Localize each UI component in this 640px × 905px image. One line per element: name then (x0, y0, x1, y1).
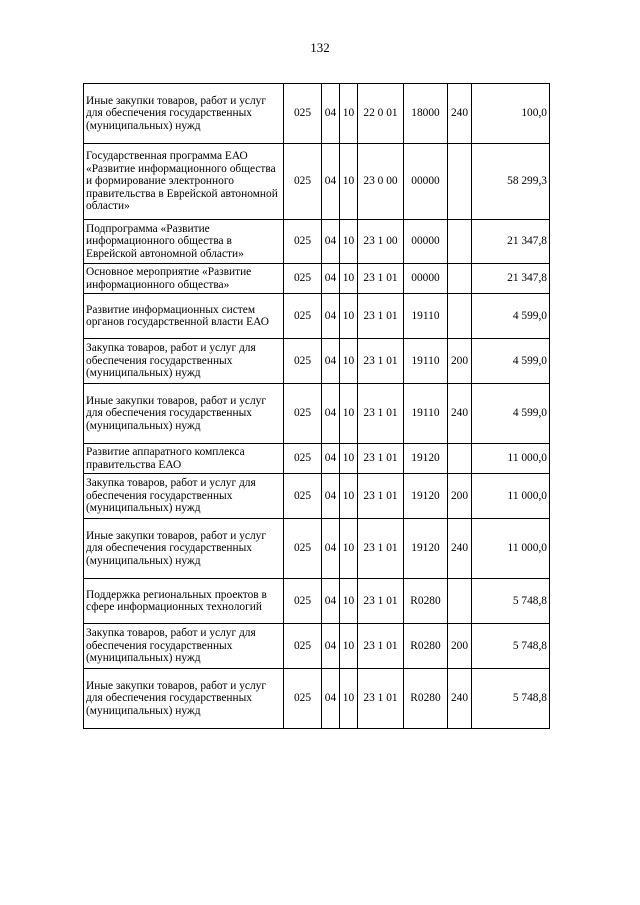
row-name: Иные закупки товаров, работ и услуг для обеспечения государственных (муниципальных) нужд (84, 519, 284, 579)
row-name: Закупка товаров, работ и услуг для обеспечения государственных (муниципальных) нужд (84, 474, 284, 519)
row-vr: 200 (448, 339, 472, 384)
row-name: Иные закупки товаров, работ и услуг для обеспечения государственных (муниципальных) нужд (84, 669, 284, 729)
row-ved: 025 (284, 294, 322, 339)
row-sum: 4 599,0 (472, 339, 550, 384)
row-pr: 10 (340, 84, 358, 144)
row-vr (448, 444, 472, 474)
row-name: Иные закупки товаров, работ и услуг для обеспечения государственных (муниципальных) нужд (84, 84, 284, 144)
row-pr: 10 (340, 339, 358, 384)
row-ved: 025 (284, 519, 322, 579)
row-vr: 240 (448, 384, 472, 444)
row-code: R0280 (404, 669, 448, 729)
row-rz: 04 (322, 339, 340, 384)
row-sum: 11 000,0 (472, 474, 550, 519)
row-pr: 10 (340, 384, 358, 444)
table-row (84, 669, 550, 729)
row-ved: 025 (284, 220, 322, 264)
row-csr: 23 1 01 (358, 669, 404, 729)
table-row (84, 264, 550, 294)
row-pr: 10 (340, 220, 358, 264)
row-name: Государственная программа ЕАО «Развитие информационного общества и формирование электронного правительства в Еврейской автономной области» (84, 144, 284, 220)
row-csr: 23 1 01 (358, 339, 404, 384)
row-code: 18000 (404, 84, 448, 144)
row-sum: 5 748,8 (472, 669, 550, 729)
row-pr: 10 (340, 624, 358, 669)
table-row (84, 384, 550, 444)
row-pr: 10 (340, 669, 358, 729)
row-vr: 200 (448, 474, 472, 519)
row-sum: 5 748,8 (472, 579, 550, 624)
row-code: 00000 (404, 144, 448, 220)
row-vr: 240 (448, 519, 472, 579)
table-row (84, 624, 550, 669)
row-code: 19120 (404, 444, 448, 474)
row-vr: 240 (448, 669, 472, 729)
row-code: 00000 (404, 264, 448, 294)
table-row (84, 474, 550, 519)
row-csr: 23 1 01 (358, 384, 404, 444)
row-name: Закупка товаров, работ и услуг для обеспечения государственных (муниципальных) нужд (84, 624, 284, 669)
row-rz: 04 (322, 84, 340, 144)
row-rz: 04 (322, 669, 340, 729)
row-rz: 04 (322, 579, 340, 624)
row-name: Иные закупки товаров, работ и услуг для обеспечения государственных (муниципальных) нужд (84, 384, 284, 444)
row-vr: 240 (448, 84, 472, 144)
table-row (84, 144, 550, 220)
row-csr: 23 1 01 (358, 624, 404, 669)
row-pr: 10 (340, 444, 358, 474)
row-name: Закупка товаров, работ и услуг для обеспечения государственных (муниципальных) нужд (84, 339, 284, 384)
row-vr (448, 264, 472, 294)
row-pr: 10 (340, 474, 358, 519)
row-ved: 025 (284, 144, 322, 220)
page-number: 132 (310, 40, 330, 55)
row-rz: 04 (322, 384, 340, 444)
row-csr: 23 1 01 (358, 264, 404, 294)
row-sum: 5 748,8 (472, 624, 550, 669)
row-code: 19110 (404, 294, 448, 339)
row-ved: 025 (284, 384, 322, 444)
row-ved: 025 (284, 84, 322, 144)
row-pr: 10 (340, 264, 358, 294)
row-code: 19120 (404, 519, 448, 579)
row-vr (448, 579, 472, 624)
row-sum: 21 347,8 (472, 220, 550, 264)
row-code: 19110 (404, 339, 448, 384)
table-row (84, 339, 550, 384)
row-rz: 04 (322, 624, 340, 669)
row-vr: 200 (448, 624, 472, 669)
row-name: Основное мероприятие «Развитие информационного общества» (84, 264, 284, 294)
row-rz: 04 (322, 264, 340, 294)
row-code: R0280 (404, 579, 448, 624)
table-row (84, 579, 550, 624)
row-pr: 10 (340, 519, 358, 579)
row-csr: 23 1 01 (358, 294, 404, 339)
budget-table (83, 83, 550, 729)
row-rz: 04 (322, 444, 340, 474)
row-sum: 21 347,8 (472, 264, 550, 294)
row-sum: 11 000,0 (472, 519, 550, 579)
row-csr: 23 0 00 (358, 144, 404, 220)
row-csr: 23 1 01 (358, 444, 404, 474)
row-csr: 23 1 00 (358, 220, 404, 264)
row-ved: 025 (284, 579, 322, 624)
row-ved: 025 (284, 264, 322, 294)
row-name: Подпрограмма «Развитие информационного общества в Еврейской автономной области» (84, 220, 284, 264)
row-name: Поддержка региональных проектов в сфере информационных технологий (84, 579, 284, 624)
row-sum: 100,0 (472, 84, 550, 144)
row-csr: 22 0 01 (358, 84, 404, 144)
row-sum: 11 000,0 (472, 444, 550, 474)
row-ved: 025 (284, 624, 322, 669)
row-csr: 23 1 01 (358, 519, 404, 579)
row-rz: 04 (322, 220, 340, 264)
row-vr (448, 294, 472, 339)
table-row (84, 519, 550, 579)
row-vr (448, 220, 472, 264)
row-name: Развитие аппаратного комплекса правительства ЕАО (84, 444, 284, 474)
row-name: Развитие информационных систем органов государственной власти ЕАО (84, 294, 284, 339)
row-pr: 10 (340, 144, 358, 220)
budget-table-body (84, 84, 550, 729)
row-rz: 04 (322, 474, 340, 519)
row-pr: 10 (340, 579, 358, 624)
row-pr: 10 (340, 294, 358, 339)
row-sum: 4 599,0 (472, 294, 550, 339)
table-row (84, 444, 550, 474)
row-csr: 23 1 01 (358, 579, 404, 624)
row-sum: 58 299,3 (472, 144, 550, 220)
row-rz: 04 (322, 519, 340, 579)
row-ved: 025 (284, 339, 322, 384)
row-code: 19120 (404, 474, 448, 519)
row-sum: 4 599,0 (472, 384, 550, 444)
table-row (84, 220, 550, 264)
row-rz: 04 (322, 144, 340, 220)
table-row (84, 84, 550, 144)
row-ved: 025 (284, 474, 322, 519)
row-code: 19110 (404, 384, 448, 444)
row-ved: 025 (284, 444, 322, 474)
row-code: 00000 (404, 220, 448, 264)
row-rz: 04 (322, 294, 340, 339)
row-csr: 23 1 01 (358, 474, 404, 519)
table-row (84, 294, 550, 339)
row-vr (448, 144, 472, 220)
row-code: R0280 (404, 624, 448, 669)
row-ved: 025 (284, 669, 322, 729)
